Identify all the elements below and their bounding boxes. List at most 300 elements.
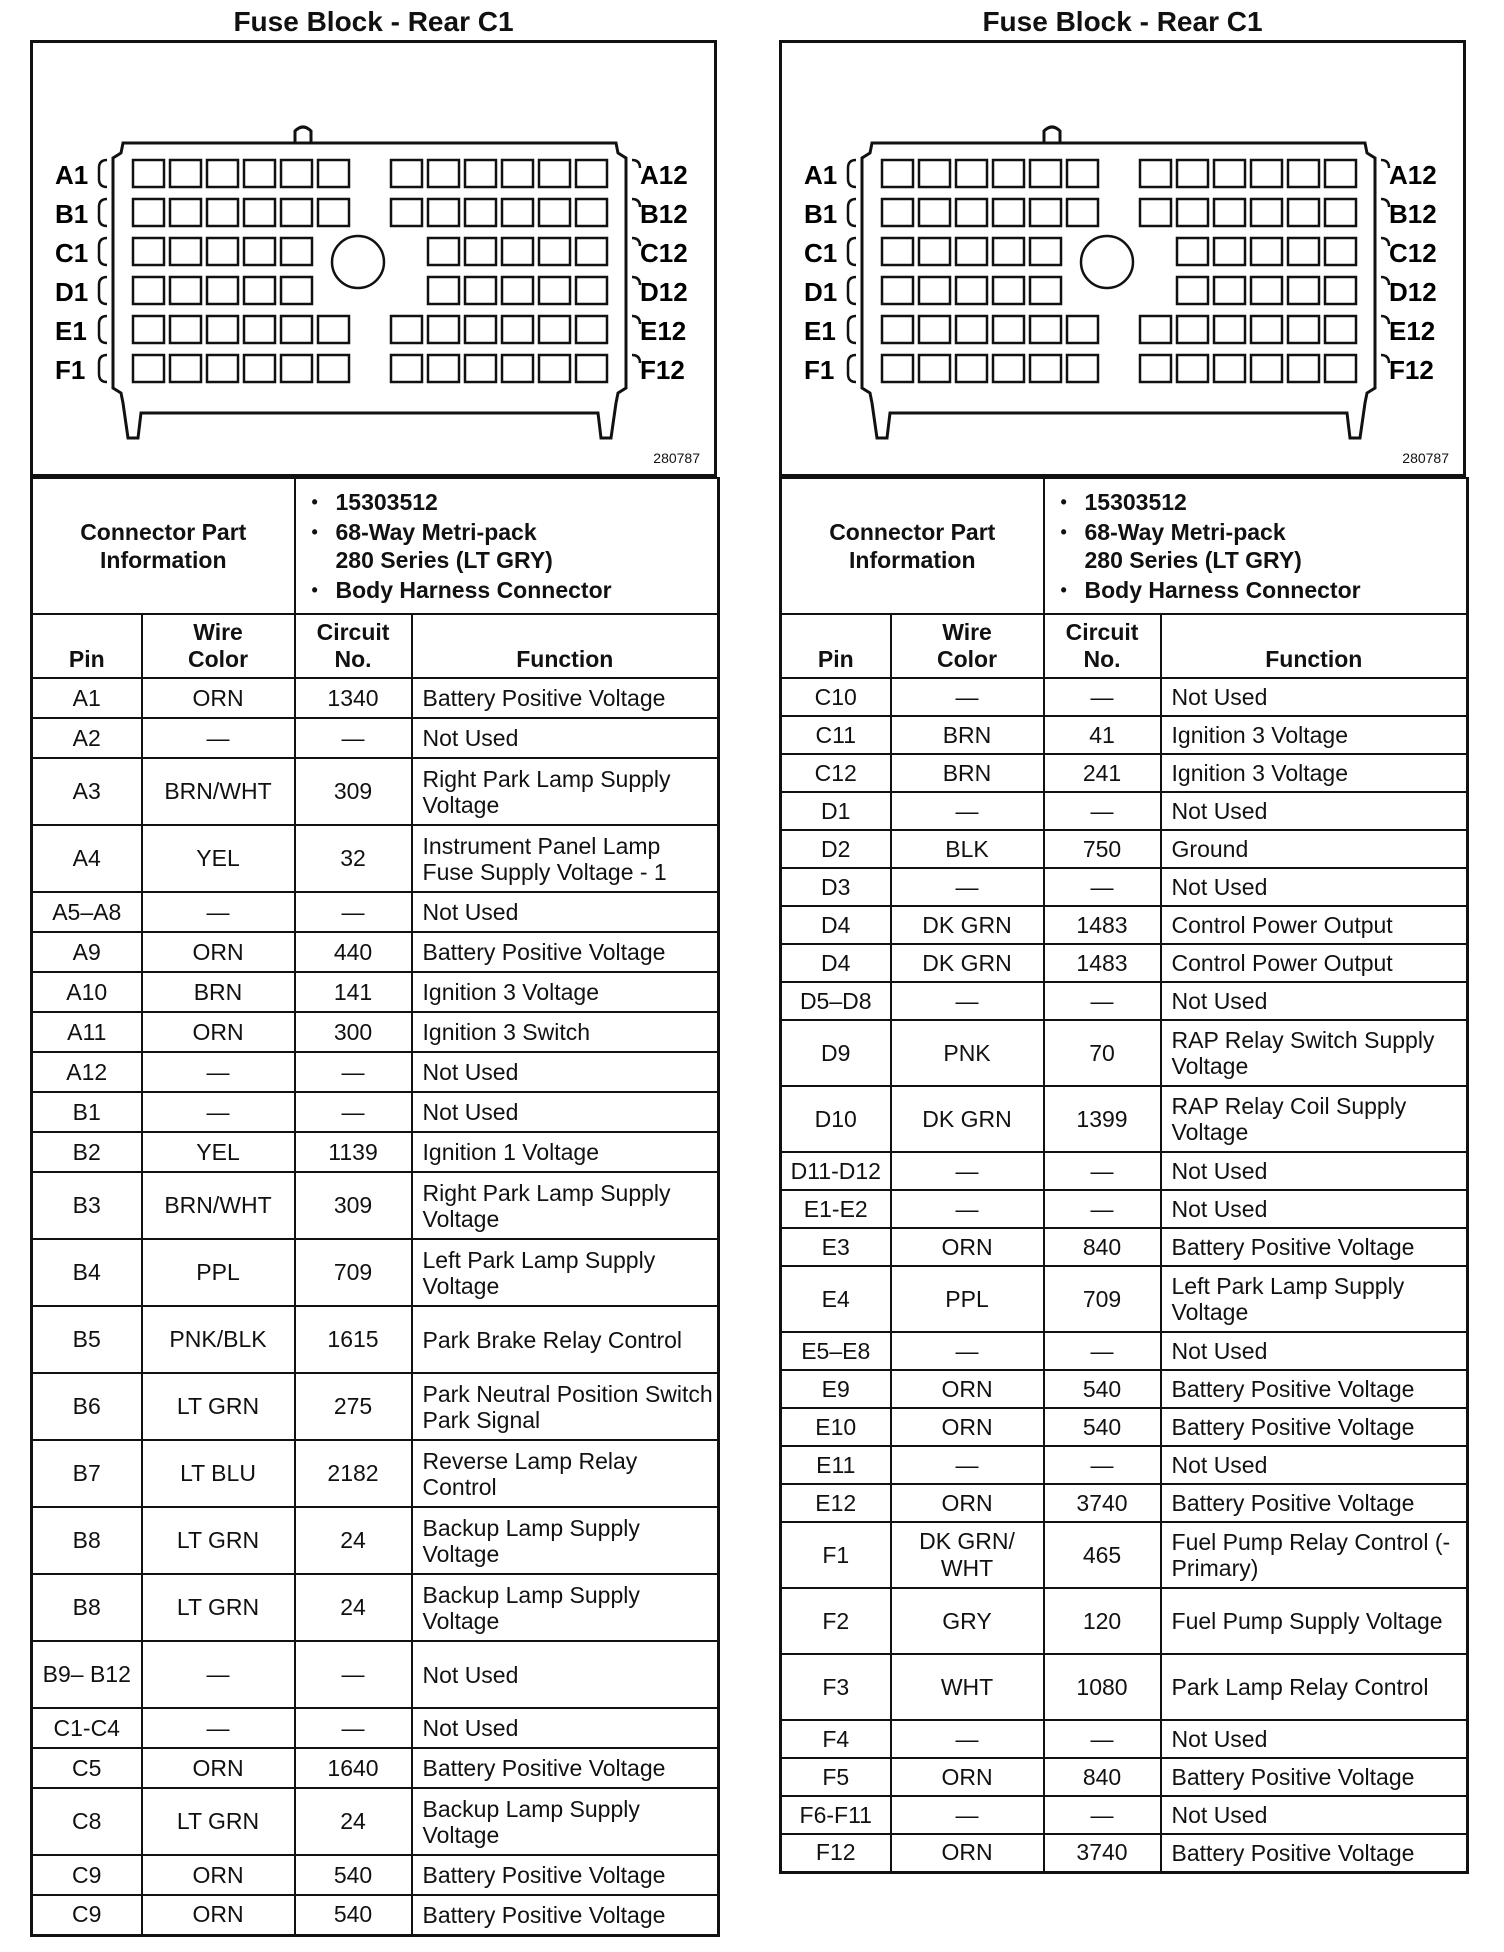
wire-color-cell: ORN — [891, 1758, 1044, 1796]
row-bracket — [99, 160, 107, 187]
terminal-cavity — [1177, 199, 1208, 226]
circuit-number-cell: 840 — [1044, 1758, 1161, 1796]
function-cell: Battery Positive Voltage — [1161, 1408, 1468, 1446]
terminal-cavity — [244, 277, 275, 304]
wire-color-cell: — — [891, 1720, 1044, 1758]
row-bracket — [99, 355, 107, 382]
pin-cell: D4 — [781, 906, 891, 944]
wire-color-cell: BRN — [891, 716, 1044, 754]
terminal-cavity — [281, 355, 312, 382]
table-row — [781, 1588, 1468, 1654]
terminal-cavity — [882, 238, 913, 265]
terminal-cavity — [539, 199, 570, 226]
function-cell: RAP Relay Coil Supply Voltage — [1161, 1086, 1468, 1152]
wire-color-cell: DK GRN/ WHT — [891, 1522, 1044, 1588]
pin-cell: C5 — [32, 1748, 142, 1788]
circuit-number-cell: 41 — [1044, 716, 1161, 754]
circuit-number-cell: 440 — [295, 932, 412, 972]
function-cell: Left Park Lamp Supply Voltage — [1161, 1266, 1468, 1332]
pin-cell: F6-F11 — [781, 1796, 891, 1834]
table-header-row — [781, 614, 1468, 678]
circuit-number-header-line: No. — [334, 646, 372, 672]
pin-cell: B5 — [32, 1306, 142, 1373]
wire-color-cell: ORN — [142, 1855, 295, 1895]
function-cell: Not Used — [1161, 678, 1468, 716]
function-cell: Battery Positive Voltage — [412, 678, 719, 718]
connector-info-text: 280 Series (LT GRY) — [335, 547, 553, 573]
row-label-right: E12 — [1389, 316, 1436, 346]
pin-cell: D3 — [781, 868, 891, 906]
table-row — [781, 1152, 1468, 1190]
circuit-number-cell: 275 — [295, 1373, 412, 1440]
table-row — [781, 754, 1468, 792]
pin-cell: B9– B12 — [32, 1641, 142, 1708]
pin-cell: B4 — [32, 1239, 142, 1306]
circuit-number-cell: 750 — [1044, 830, 1161, 868]
terminal-cavity — [1214, 238, 1245, 265]
function-cell: Not Used — [412, 1641, 719, 1708]
circuit-number-cell: 70 — [1044, 1020, 1161, 1086]
terminal-cavity — [133, 355, 164, 382]
circuit-number-cell: 1139 — [295, 1132, 412, 1172]
function-cell: Not Used — [1161, 1152, 1468, 1190]
table-row — [32, 1708, 719, 1748]
row-bracket — [99, 277, 107, 304]
row-bracket — [99, 199, 107, 226]
wire-color-header-line: Color — [187, 646, 249, 672]
terminal-cavity — [1140, 355, 1171, 382]
pin-cell: B7 — [32, 1440, 142, 1507]
function-cell: Ignition 3 Voltage — [1161, 754, 1468, 792]
terminal-cavity — [170, 277, 201, 304]
table-row — [781, 1020, 1468, 1086]
terminal-cavity — [207, 160, 238, 187]
row-label-left: C1 — [55, 238, 89, 268]
pin-cell: C8 — [32, 1788, 142, 1855]
terminal-cavity — [882, 277, 913, 304]
connector-info-label-line: Information — [100, 547, 227, 573]
pin-cell: E10 — [781, 1408, 891, 1446]
terminal-cavity — [1177, 355, 1208, 382]
wire-color-header — [142, 614, 295, 678]
circuit-number-cell: — — [1044, 678, 1161, 716]
connector-info-text: 280 Series (LT GRY) — [1084, 547, 1302, 573]
function-cell: Not Used — [1161, 1796, 1468, 1834]
function-cell: Right Park Lamp Supply Voltage — [412, 758, 719, 825]
terminal-cavity — [428, 277, 459, 304]
wire-color-cell: BLK — [891, 830, 1044, 868]
table-row — [32, 1172, 719, 1239]
table-row — [781, 1228, 1468, 1266]
circuit-number-cell: 1483 — [1044, 906, 1161, 944]
table-row — [32, 932, 719, 972]
pin-cell: D10 — [781, 1086, 891, 1152]
circuit-number-cell: 241 — [1044, 754, 1161, 792]
circuit-number-cell: — — [1044, 1446, 1161, 1484]
row-bracket — [99, 238, 107, 265]
terminal-cavity — [244, 199, 275, 226]
wire-color-header-line: Wire — [193, 619, 243, 645]
pin-cell: A4 — [32, 825, 142, 892]
function-cell: Backup Lamp Supply Voltage — [412, 1788, 719, 1855]
connector-info-details — [295, 478, 719, 614]
function-cell: Instrument Panel Lamp Fuse Supply Voltage - 1 — [412, 825, 719, 892]
table-row — [32, 718, 719, 758]
terminal-cavity — [956, 199, 987, 226]
terminal-cavity — [956, 160, 987, 187]
terminal-cavity — [502, 277, 533, 304]
row-label-left: B1 — [804, 199, 838, 229]
terminal-cavity — [956, 355, 987, 382]
pin-cell: D5–D8 — [781, 982, 891, 1020]
circuit-number-cell: 24 — [295, 1507, 412, 1574]
terminal-cavity — [882, 316, 913, 343]
table-row — [32, 1052, 719, 1092]
function-cell: Left Park Lamp Supply Voltage — [412, 1239, 719, 1306]
circuit-number-cell: 1080 — [1044, 1654, 1161, 1720]
connector-latch — [295, 127, 311, 143]
pin-cell: D4 — [781, 944, 891, 982]
circuit-number-cell: 120 — [1044, 1588, 1161, 1654]
terminal-cavity — [882, 199, 913, 226]
terminal-cavity — [465, 316, 496, 343]
table-row — [781, 1086, 1468, 1152]
pin-cell: F4 — [781, 1720, 891, 1758]
row-label-left: E1 — [55, 316, 87, 346]
wire-color-cell: DK GRN — [891, 944, 1044, 982]
terminal-cavity — [993, 199, 1024, 226]
connector-face-drawing — [33, 43, 714, 474]
wire-color-cell: GRY — [891, 1588, 1044, 1654]
function-cell: Park Brake Relay Control — [412, 1306, 719, 1373]
circuit-number-cell: — — [295, 892, 412, 932]
connector-info-text: • 15303512 — [335, 489, 438, 515]
pin-cell: C9 — [32, 1895, 142, 1935]
table-row — [781, 716, 1468, 754]
table-row — [781, 982, 1468, 1020]
terminal-cavity — [539, 355, 570, 382]
function-cell: Not Used — [1161, 1446, 1468, 1484]
pin-cell: A11 — [32, 1012, 142, 1052]
wire-color-cell: LT GRN — [142, 1788, 295, 1855]
connector-diagram — [30, 40, 717, 477]
terminal-cavity — [1177, 316, 1208, 343]
pin-cell: D11-D12 — [781, 1152, 891, 1190]
connector-info-label-line: Connector Part — [80, 519, 247, 545]
circuit-number-cell: — — [295, 1092, 412, 1132]
terminal-cavity — [882, 355, 913, 382]
terminal-cavity — [919, 355, 950, 382]
function-cell: Park Lamp Relay Control — [1161, 1654, 1468, 1720]
wire-color-header-line: Color — [936, 646, 998, 672]
wire-color-cell: BRN/WHT — [142, 758, 295, 825]
table-row — [781, 1332, 1468, 1370]
wire-color-cell: — — [891, 1446, 1044, 1484]
wire-color-cell: ORN — [891, 1370, 1044, 1408]
terminal-cavity — [428, 160, 459, 187]
connector-info-text: • Body Harness Connector — [1084, 577, 1361, 603]
connector-face-drawing — [782, 43, 1463, 474]
wire-color-cell: — — [142, 1092, 295, 1132]
connector-info-label — [781, 478, 1044, 614]
row-bracket — [1381, 355, 1389, 363]
terminal-cavity — [1251, 277, 1282, 304]
table-row — [781, 792, 1468, 830]
terminal-cavity — [428, 238, 459, 265]
terminal-cavity — [576, 277, 607, 304]
pin-cell: C10 — [781, 678, 891, 716]
function-cell: Park Neutral Position Switch Park Signal — [412, 1373, 719, 1440]
wire-color-cell: DK GRN — [891, 1086, 1044, 1152]
function-cell: Not Used — [1161, 1190, 1468, 1228]
table-row — [781, 1834, 1468, 1872]
wire-color-cell: — — [891, 678, 1044, 716]
row-label-left: A1 — [55, 160, 89, 190]
pin-cell: E11 — [781, 1446, 891, 1484]
function-cell: Backup Lamp Supply Voltage — [412, 1574, 719, 1641]
pin-cell: B8 — [32, 1507, 142, 1574]
circuit-number-cell: — — [1044, 1796, 1161, 1834]
circuit-number-header-line: No. — [1083, 646, 1121, 672]
pin-header: Pin — [781, 614, 891, 678]
wire-color-cell: — — [142, 1052, 295, 1092]
pin-cell: F5 — [781, 1758, 891, 1796]
function-cell: Not Used — [1161, 982, 1468, 1020]
circuit-number-cell: 1615 — [295, 1306, 412, 1373]
wire-color-cell: ORN — [891, 1834, 1044, 1872]
wire-color-cell: PPL — [891, 1266, 1044, 1332]
pin-cell: E9 — [781, 1370, 891, 1408]
row-label-left: F1 — [804, 355, 835, 385]
table-row — [32, 1574, 719, 1641]
fuse-block-panel-right — [779, 0, 1466, 1874]
terminal-cavity — [576, 199, 607, 226]
row-label-left: F1 — [55, 355, 86, 385]
terminal-cavity — [318, 316, 349, 343]
terminal-cavity — [576, 316, 607, 343]
circuit-number-cell: — — [295, 718, 412, 758]
wire-color-cell: — — [891, 1332, 1044, 1370]
row-label-left: B1 — [55, 199, 89, 229]
circuit-number-cell: 300 — [295, 1012, 412, 1052]
terminal-cavity — [391, 355, 422, 382]
function-cell: Not Used — [412, 1708, 719, 1748]
terminal-cavity — [133, 199, 164, 226]
wire-color-cell: ORN — [891, 1484, 1044, 1522]
row-label-right: E12 — [640, 316, 687, 346]
terminal-cavity — [502, 355, 533, 382]
table-row — [32, 1239, 719, 1306]
circuit-number-cell: 1483 — [1044, 944, 1161, 982]
terminal-cavity — [1030, 160, 1061, 187]
terminal-cavity — [465, 199, 496, 226]
function-cell: Not Used — [412, 1092, 719, 1132]
circuit-number-cell: 1340 — [295, 678, 412, 718]
row-label-right: D12 — [1389, 277, 1437, 307]
wire-color-header-line: Wire — [942, 619, 992, 645]
wire-color-cell: YEL — [142, 825, 295, 892]
terminal-cavity — [1288, 199, 1319, 226]
circuit-number-cell: — — [295, 1641, 412, 1708]
terminal-cavity — [919, 160, 950, 187]
wire-color-cell: BRN — [142, 972, 295, 1012]
circuit-number-cell: — — [1044, 792, 1161, 830]
terminal-cavity — [993, 316, 1024, 343]
pin-cell: F12 — [781, 1834, 891, 1872]
terminal-cavity — [539, 238, 570, 265]
terminal-cavity — [170, 316, 201, 343]
terminal-cavity — [428, 316, 459, 343]
function-cell: Battery Positive Voltage — [1161, 1228, 1468, 1266]
terminal-cavity — [1030, 355, 1061, 382]
terminal-cavity — [207, 199, 238, 226]
pin-cell: E12 — [781, 1484, 891, 1522]
row-label-right: C12 — [640, 238, 688, 268]
table-row — [32, 1306, 719, 1373]
terminal-cavity — [993, 238, 1024, 265]
row-label-right: B12 — [640, 199, 688, 229]
table-row — [781, 830, 1468, 868]
pin-cell: D2 — [781, 830, 891, 868]
row-label-left: A1 — [804, 160, 838, 190]
pin-cell: A12 — [32, 1052, 142, 1092]
function-cell: Battery Positive Voltage — [1161, 1758, 1468, 1796]
terminal-cavity — [1214, 199, 1245, 226]
wire-color-cell: ORN — [891, 1408, 1044, 1446]
terminal-cavity — [993, 277, 1024, 304]
wire-color-cell: — — [142, 1708, 295, 1748]
terminal-cavity — [1030, 199, 1061, 226]
pin-cell: B1 — [32, 1092, 142, 1132]
circuit-number-cell: 3740 — [1044, 1834, 1161, 1872]
terminal-cavity — [1030, 277, 1061, 304]
pin-cell: C9 — [32, 1855, 142, 1895]
function-cell: Ignition 1 Voltage — [412, 1132, 719, 1172]
table-row — [781, 1796, 1468, 1834]
wire-color-cell: — — [891, 1796, 1044, 1834]
connector-info-label-line: Connector Part — [829, 519, 996, 545]
connector-info-item — [336, 518, 718, 574]
wire-color-header — [891, 614, 1044, 678]
function-cell: Ignition 3 Voltage — [1161, 716, 1468, 754]
row-bracket — [1381, 238, 1389, 246]
row-label-left: D1 — [55, 277, 89, 307]
row-bracket — [1381, 160, 1389, 168]
terminal-cavity — [170, 160, 201, 187]
terminal-cavity — [1214, 277, 1245, 304]
circuit-number-cell: 540 — [1044, 1370, 1161, 1408]
terminal-cavity — [465, 355, 496, 382]
pin-cell: C11 — [781, 716, 891, 754]
circuit-number-cell: — — [1044, 982, 1161, 1020]
circuit-number-header-line: Circuit — [316, 619, 390, 645]
terminal-cavity — [956, 316, 987, 343]
terminal-cavity — [170, 355, 201, 382]
function-cell: Control Power Output — [1161, 906, 1468, 944]
function-cell: RAP Relay Switch Supply Voltage — [1161, 1020, 1468, 1086]
connector-diagram — [779, 40, 1466, 477]
row-label-right: A12 — [1389, 160, 1437, 190]
wire-color-cell: — — [891, 792, 1044, 830]
row-label-right: F12 — [1389, 355, 1434, 385]
table-row — [32, 1507, 719, 1574]
wire-color-cell: PPL — [142, 1239, 295, 1306]
circuit-number-cell: 540 — [295, 1855, 412, 1895]
pin-cell: E1-E2 — [781, 1190, 891, 1228]
terminal-cavity — [502, 160, 533, 187]
pin-cell: A9 — [32, 932, 142, 972]
terminal-cavity — [244, 355, 275, 382]
row-bracket — [1381, 316, 1389, 324]
connector-info-item — [1085, 576, 1467, 604]
circuit-number-cell: 465 — [1044, 1522, 1161, 1588]
function-cell: Battery Positive Voltage — [1161, 1370, 1468, 1408]
terminal-cavity — [207, 238, 238, 265]
function-cell: Fuel Pump Supply Voltage — [1161, 1588, 1468, 1654]
function-cell: Battery Positive Voltage — [412, 1748, 719, 1788]
table-row — [32, 1641, 719, 1708]
table-row — [781, 1720, 1468, 1758]
connector-info-details — [1044, 478, 1468, 614]
terminal-cavity — [1325, 355, 1356, 382]
terminal-cavity — [1288, 238, 1319, 265]
pin-cell: F3 — [781, 1654, 891, 1720]
wire-color-cell: — — [142, 718, 295, 758]
function-cell: Battery Positive Voltage — [1161, 1834, 1468, 1872]
terminal-cavity — [1177, 238, 1208, 265]
connector-latch — [1044, 127, 1060, 143]
terminal-cavity — [1214, 316, 1245, 343]
circuit-number-cell: 540 — [295, 1895, 412, 1935]
table-row — [32, 1855, 719, 1895]
row-label-right: A12 — [640, 160, 688, 190]
terminal-cavity — [1325, 160, 1356, 187]
diagram-reference-number: 280787 — [653, 450, 700, 466]
row-bracket — [632, 238, 640, 246]
terminal-cavity — [502, 199, 533, 226]
table-row — [781, 1484, 1468, 1522]
terminal-cavity — [281, 277, 312, 304]
pin-cell: B2 — [32, 1132, 142, 1172]
row-label-right: B12 — [1389, 199, 1437, 229]
circuit-number-cell: 24 — [295, 1574, 412, 1641]
terminal-cavity — [428, 199, 459, 226]
function-cell: Ignition 3 Switch — [412, 1012, 719, 1052]
terminal-cavity — [465, 277, 496, 304]
pinout-table — [779, 477, 1469, 1874]
wire-color-cell: BRN/WHT — [142, 1172, 295, 1239]
wire-color-cell: — — [891, 1190, 1044, 1228]
table-row — [781, 1408, 1468, 1446]
table-row — [32, 1440, 719, 1507]
wire-color-cell: PNK — [891, 1020, 1044, 1086]
terminal-cavity — [465, 160, 496, 187]
terminal-cavity — [919, 238, 950, 265]
wire-color-cell: — — [891, 868, 1044, 906]
table-row — [32, 892, 719, 932]
terminal-cavity — [1177, 160, 1208, 187]
row-bracket — [632, 277, 640, 285]
row-bracket — [99, 316, 107, 343]
connector-info-label-line: Information — [849, 547, 976, 573]
wire-color-cell: ORN — [891, 1228, 1044, 1266]
table-row — [32, 1092, 719, 1132]
terminal-cavity — [1288, 160, 1319, 187]
circuit-number-cell: 840 — [1044, 1228, 1161, 1266]
circuit-number-cell: 1640 — [295, 1748, 412, 1788]
terminal-cavity — [919, 277, 950, 304]
table-row — [32, 972, 719, 1012]
